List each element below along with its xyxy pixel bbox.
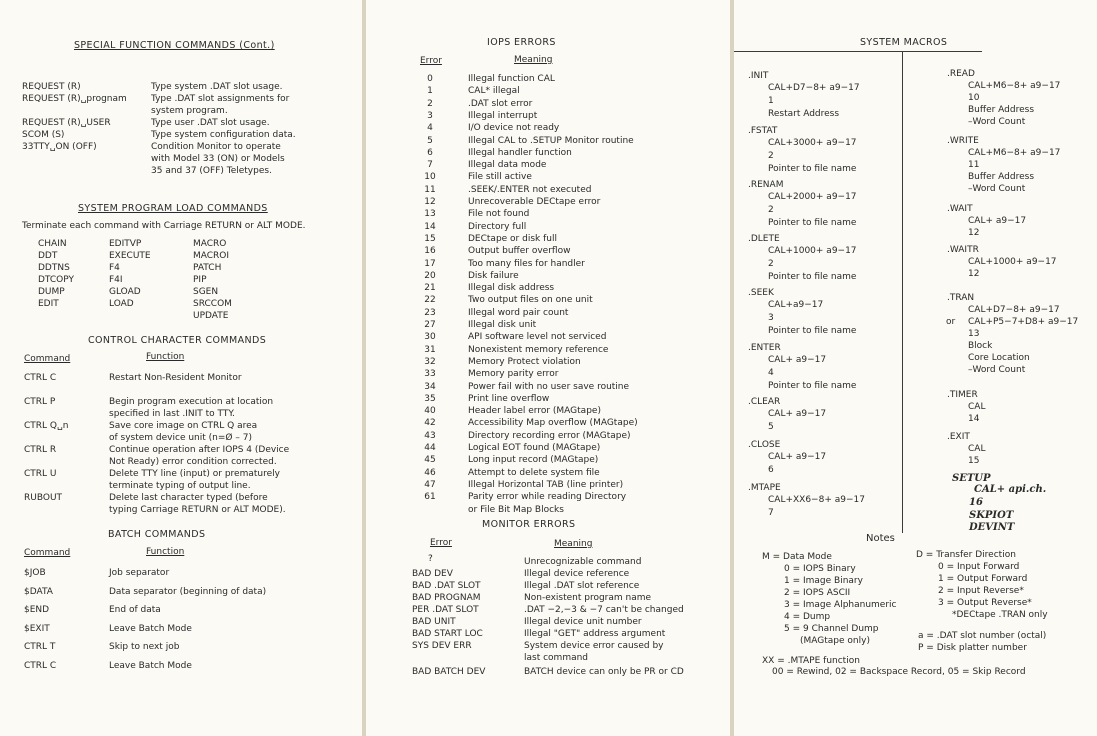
macro-line: Pointer to file name <box>768 164 857 174</box>
cc-function: terminate typing of output line. <box>109 481 251 491</box>
iops-error-meaning: Memory parity error <box>468 369 559 380</box>
special-function-title: SPECIAL FUNCTION COMMANDS (Cont.) <box>74 40 275 51</box>
macros-top-rule <box>734 51 982 52</box>
system-program-load-title: SYSTEM PROGRAM LOAD COMMANDS <box>78 203 268 214</box>
program-name: EDIT <box>38 299 59 309</box>
macro-line: CAL <box>968 444 986 454</box>
macro-line: 4 <box>768 368 774 378</box>
iops-error-code: 33 <box>424 369 436 380</box>
iops-error-code: 35 <box>424 393 436 404</box>
cc-command: CTRL U <box>24 469 57 479</box>
cc-function: Save core image on CTRL Q area <box>109 421 258 431</box>
macro-name: .ENTER <box>748 343 781 353</box>
macro-line: CAL+ a9−17 <box>768 355 827 365</box>
macro-line: Pointer to file name <box>768 272 857 282</box>
sf-description: with Model 33 (ON) or Models <box>151 154 285 164</box>
note-transfer-direction: 0 = Input Forward <box>938 562 1020 572</box>
macro-line: 12 <box>968 228 980 238</box>
macro-line: Core Location <box>968 353 1030 363</box>
monitor-error-meaning: .DAT −2,−3 & −7 can't be changed <box>524 605 684 615</box>
iops-error-meaning: I/O device not ready <box>468 123 560 134</box>
iops-error-meaning: Illegal Horizontal TAB (line printer) <box>468 479 624 490</box>
iops-error-meaning: Logical EOT found (MAGtape) <box>468 443 601 453</box>
macro-name: .INIT <box>748 71 769 81</box>
iops-error-meaning: Disk failure <box>468 270 519 281</box>
program-name: PIP <box>193 275 207 285</box>
system-program-load-intro: Terminate each command with Carriage RETURN or ALT MODE. <box>22 221 306 231</box>
iops-error-code: 11 <box>424 184 436 195</box>
batch-command: $DATA <box>24 586 53 597</box>
batch-function: End of data <box>109 605 161 616</box>
macro-line: CAL+P5−7+D8+ a9−17 <box>968 317 1079 327</box>
macro-line: 2 <box>768 259 774 269</box>
macro-line: 3 <box>768 313 774 323</box>
note-transfer-direction: 2 = Input Reverse* <box>938 586 1024 596</box>
macro-line: Buffer Address <box>968 172 1035 182</box>
iops-error-code: 47 <box>424 479 436 490</box>
iops-error-code: 5 <box>427 135 433 146</box>
iops-error-code: 14 <box>424 221 436 232</box>
iops-error-meaning: Illegal function CAL <box>468 74 555 84</box>
macro-line: CAL+ a9−17 <box>768 452 827 462</box>
monitor-error-code: BAD UNIT <box>412 617 456 627</box>
note-data-mode: 2 = IOPS ASCII <box>784 588 851 598</box>
iops-error-meaning: Output buffer overflow <box>468 246 571 257</box>
sf-command: REQUEST (R) <box>22 82 81 92</box>
macro-name: .DLETE <box>748 234 780 244</box>
batch-command: CTRL T <box>24 642 56 653</box>
cc-header-function: Function <box>146 352 185 362</box>
handwritten-line: 16 <box>969 497 983 508</box>
iops-error-code: 40 <box>424 406 436 417</box>
macro-name: .READ <box>947 69 975 79</box>
left-panel <box>0 0 362 736</box>
program-name: UPDATE <box>193 311 229 321</box>
iops-error-meaning: .SEEK/.ENTER not executed <box>468 184 592 195</box>
program-name: MACRO <box>193 239 227 249</box>
note-data-mode: 3 = Image Alphanumeric <box>784 600 897 610</box>
iops-error-meaning: Illegal disk address <box>468 283 555 294</box>
notes-mtape-function: XX = .MTAPE function <box>762 656 860 666</box>
iops-error-meaning: DECtape or disk full <box>468 233 557 244</box>
system-macros-title: SYSTEM MACROS <box>860 37 948 48</box>
batch-command: $EXIT <box>24 623 50 634</box>
macro-line: CAL+ a9−17 <box>768 409 827 419</box>
monitor-error-code: SYS DEV ERR <box>412 641 472 651</box>
notes-mtape-values: 00 = Rewind, 02 = Backspace Record, 05 = Skip Record <box>772 667 1026 677</box>
monitor-error-meaning: Non-existent program name <box>524 593 652 603</box>
iops-error-meaning: Illegal handler function <box>468 147 572 158</box>
iops-error-code: 4 <box>427 123 433 134</box>
notes-disk-platter: P = Disk platter number <box>918 643 1027 653</box>
macro-name: .FSTAT <box>748 126 778 136</box>
iops-error-code: 42 <box>424 418 436 429</box>
iops-error-meaning: Print line overflow <box>468 393 550 404</box>
macro-line: Pointer to file name <box>768 326 857 336</box>
iops-error-meaning: Illegal CAL to .SETUP Monitor routine <box>468 135 634 146</box>
program-name: GLOAD <box>109 287 141 297</box>
monitor-error-meaning: Unrecognizable command <box>524 557 642 567</box>
program-name: SRCCOM <box>193 299 232 309</box>
cc-command: CTRL C <box>24 373 57 383</box>
program-name: SGEN <box>193 287 219 297</box>
macro-line: 12 <box>968 269 980 279</box>
monitor-error-meaning: System device error caused by <box>524 641 664 651</box>
macro-line: CAL+D7−8+ a9−17 <box>768 83 860 93</box>
iops-error-meaning: Long input record (MAGtape) <box>468 455 599 466</box>
monitor-error-code: BAD PROGNAM <box>412 593 481 603</box>
batch-command: $END <box>24 605 50 616</box>
monitor-error-code: BAD BATCH DEV <box>412 667 486 677</box>
iops-error-meaning: Header label error (MAGtape) <box>468 406 601 417</box>
iops-error-meaning: Two output files on one unit <box>468 295 593 306</box>
macro-line: CAL+XX6−8+ a9−17 <box>768 495 865 505</box>
cc-function: Delete last character typed (before <box>109 493 268 503</box>
iops-error-code: 13 <box>424 209 436 220</box>
note-data-mode: 1 = Image Binary <box>784 576 863 586</box>
program-name: F4 <box>109 263 120 273</box>
monitor-error-code: PER .DAT SLOT <box>412 605 479 615</box>
macro-line: 14 <box>968 414 980 424</box>
iops-error-meaning: CAL* illegal <box>468 86 520 97</box>
macro-name: .TRAN <box>947 293 975 303</box>
monitor-header-error: Error <box>430 538 452 548</box>
macro-line: 13 <box>968 329 980 339</box>
macro-line: Pointer to file name <box>768 381 857 391</box>
iops-error-code: 6 <box>427 147 433 158</box>
macro-line: 7 <box>768 508 774 518</box>
iops-error-meaning: File still active <box>468 172 532 183</box>
iops-error-meaning: Illegal interrupt <box>468 110 538 121</box>
cc-function: Begin program execution at location <box>109 397 274 407</box>
handwritten-line: SKPIOT <box>969 510 1014 521</box>
monitor-error-code: BAD .DAT SLOT <box>412 581 481 591</box>
macro-line: CAL+M6−8+ a9−17 <box>968 148 1061 158</box>
iops-error-code: 61 <box>424 492 436 503</box>
iops-error-code: 34 <box>424 381 436 392</box>
macro-line: –Word Count <box>968 184 1026 194</box>
monitor-error-code: ? <box>428 554 433 564</box>
iops-error-code: 27 <box>424 320 436 330</box>
iops-error-meaning: Too many files for handler <box>468 258 585 269</box>
macro-line: CAL+ a9−17 <box>968 216 1027 226</box>
cc-header-command: Command <box>24 354 71 364</box>
iops-error-meaning: Attempt to delete system file <box>468 467 600 478</box>
notes-dat-slot: a = .DAT slot number (octal) <box>918 631 1047 641</box>
monitor-error-meaning: last command <box>524 653 589 663</box>
batch-function: Skip to next job <box>109 642 180 653</box>
cc-command: CTRL Q␣n <box>24 421 69 431</box>
program-name: DUMP <box>38 287 65 297</box>
iops-error-code: 45 <box>424 455 436 466</box>
macro-line: 5 <box>768 422 774 432</box>
note-transfer-direction: D = Transfer Direction <box>916 550 1016 560</box>
middle-panel <box>366 0 730 736</box>
iops-error-meaning: or File Bit Map Blocks <box>468 504 564 515</box>
macro-line: CAL+3000+ a9−17 <box>768 138 857 148</box>
iops-error-meaning: Illegal data mode <box>468 160 547 171</box>
sf-description: Condition Monitor to operate <box>151 142 281 152</box>
program-name: CHAIN <box>38 239 67 249</box>
sf-description: Type system configuration data. <box>151 130 296 140</box>
cc-function: Not Ready) error condition corrected. <box>109 457 277 467</box>
batch-function: Data separator (beginning of data) <box>109 586 267 597</box>
iops-error-meaning: API software level not serviced <box>468 332 607 343</box>
batch-header-command: Command <box>24 548 71 558</box>
program-name: LOAD <box>109 299 134 309</box>
macro-line: CAL+1000+ a9−17 <box>968 257 1057 267</box>
handwritten-line: DEVINT <box>969 522 1015 533</box>
sf-description: Type user .DAT slot usage. <box>151 118 270 128</box>
monitor-errors-title: MONITOR ERRORS <box>482 519 576 530</box>
cc-function: Restart Non-Resident Monitor <box>109 373 242 383</box>
iops-error-meaning: File not found <box>468 209 530 220</box>
iops-error-code: 20 <box>424 270 436 281</box>
iops-error-code: 30 <box>424 332 436 343</box>
macro-line: Restart Address <box>768 109 840 119</box>
sf-command: 33TTY␣ON (OFF) <box>22 142 97 152</box>
macro-line: CAL+M6−8+ a9−17 <box>968 81 1061 91</box>
program-name: EDITVP <box>109 239 142 249</box>
iops-error-code: 3 <box>427 110 433 121</box>
batch-function: Job separator <box>109 568 170 578</box>
macro-name: .EXIT <box>947 432 970 442</box>
macro-line: –Word Count <box>968 117 1026 127</box>
cc-function: specified in last .INIT to TTY. <box>109 409 235 419</box>
note-transfer-direction: *DECtape .TRAN only <box>952 610 1048 620</box>
macro-name: .WRITE <box>947 136 979 146</box>
iops-error-meaning: .DAT slot error <box>468 98 533 109</box>
cc-function: typing Carriage RETURN or ALT MODE). <box>109 505 286 515</box>
iops-error-code: 15 <box>424 233 436 244</box>
monitor-error-code: BAD START LOC <box>412 629 483 639</box>
macro-line: 10 <box>968 93 980 103</box>
sf-command: SCOM (S) <box>22 130 65 140</box>
sf-description: system program. <box>151 106 228 116</box>
sf-description: Type .DAT slot assignments for <box>151 94 290 104</box>
batch-function: Leave Batch Mode <box>109 623 192 634</box>
program-name: MACROI <box>193 251 230 261</box>
sf-command: REQUEST (R)␣USER <box>22 118 111 128</box>
note-data-mode: (MAGtape only) <box>800 636 870 646</box>
iops-error-meaning: Parity error while reading Directory <box>468 492 627 503</box>
iops-error-code: 44 <box>424 443 436 453</box>
program-name: DDTNS <box>38 263 70 273</box>
batch-function: Leave Batch Mode <box>109 661 192 671</box>
batch-commands-title: BATCH COMMANDS <box>108 529 206 540</box>
iops-error-meaning: Illegal disk unit <box>468 320 537 330</box>
iops-error-meaning: Illegal word pair count <box>468 307 569 318</box>
iops-error-meaning: Nonexistent memory reference <box>468 344 609 355</box>
macro-name: .MTAPE <box>748 483 781 493</box>
iops-error-code: 21 <box>424 283 436 294</box>
iops-errors-title: IOPS ERRORS <box>487 37 556 48</box>
macro-line: CAL+a9−17 <box>768 300 824 310</box>
note-transfer-direction: 1 = Output Forward <box>938 574 1028 584</box>
monitor-error-meaning: BATCH device can only be PR or CD <box>524 667 684 677</box>
iops-error-code: 12 <box>424 197 436 207</box>
iops-error-code: 23 <box>424 307 436 318</box>
monitor-error-meaning: Illegal device unit number <box>524 617 642 627</box>
iops-error-code: 1 <box>427 86 433 97</box>
cc-function: Continue operation after IOPS 4 (Device <box>109 445 290 455</box>
iops-error-meaning: Directory recording error (MAGtape) <box>468 430 631 441</box>
macros-column-rule <box>902 51 903 533</box>
iops-error-code: 7 <box>427 160 433 171</box>
sf-description: Type system .DAT slot usage. <box>151 82 283 92</box>
macro-line: Pointer to file name <box>768 218 857 228</box>
batch-command: $JOB <box>24 568 46 578</box>
iops-error-code: 31 <box>424 344 436 355</box>
cc-function: Delete TTY line (input) or prematurely <box>109 469 280 479</box>
macro-name: .WAIT <box>947 204 973 214</box>
cc-command: RUBOUT <box>24 493 63 503</box>
note-transfer-direction: 3 = Output Reverse* <box>938 598 1032 608</box>
right-panel <box>734 0 1097 736</box>
program-name: PATCH <box>193 263 222 273</box>
macro-name: .WAITR <box>947 245 979 255</box>
macro-line: 2 <box>768 205 774 215</box>
monitor-error-code: BAD DEV <box>412 569 453 579</box>
monitor-error-meaning: Illegal "GET" address argument <box>524 629 666 639</box>
notes-title: Notes <box>866 533 895 544</box>
iops-error-code: 2 <box>427 98 433 109</box>
handwritten-line: CAL+ api.ch. <box>974 484 1047 495</box>
macro-name: .RENAM <box>748 180 784 190</box>
cc-command: CTRL P <box>24 397 56 407</box>
macro-line: Buffer Address <box>968 105 1035 115</box>
macro-line: –Word Count <box>968 365 1026 375</box>
iops-error-code: 22 <box>424 295 436 306</box>
note-data-mode: 4 = Dump <box>784 612 831 622</box>
iops-error-code: 43 <box>424 430 436 441</box>
program-name: DTCOPY <box>38 275 74 285</box>
cc-command: CTRL R <box>24 445 57 455</box>
iops-error-meaning: Memory Protect violation <box>468 356 581 367</box>
cc-function: of system device unit (n=Ø – 7) <box>109 433 252 443</box>
iops-error-code: 16 <box>424 246 436 257</box>
iops-header-error: Error <box>420 56 442 66</box>
note-data-mode: 5 = 9 Channel Dump <box>784 624 879 634</box>
macro-name: .TIMER <box>947 390 978 400</box>
note-data-mode: M = Data Mode <box>762 552 832 562</box>
iops-error-code: 46 <box>424 467 436 478</box>
iops-header-meaning: Meaning <box>514 55 553 65</box>
iops-error-meaning: Accessibility Map overflow (MAGtape) <box>468 418 638 429</box>
macro-line: 15 <box>968 456 980 466</box>
iops-error-code: 32 <box>424 356 436 367</box>
macro-line: 6 <box>768 465 774 475</box>
macro-or: or <box>946 317 956 327</box>
program-name: DDT <box>38 251 58 261</box>
batch-header-function: Function <box>146 547 185 557</box>
macro-line: CAL+D7−8+ a9−17 <box>968 305 1060 315</box>
monitor-error-meaning: Illegal device reference <box>524 569 630 579</box>
macro-line: 1 <box>768 96 774 106</box>
macro-line: CAL+2000+ a9−17 <box>768 192 857 202</box>
macro-line: Block <box>968 341 993 351</box>
macro-line: 2 <box>768 151 774 161</box>
iops-error-meaning: Unrecoverable DECtape error <box>468 197 601 207</box>
handwritten-line: SETUP <box>952 473 991 484</box>
program-name: EXECUTE <box>109 251 151 261</box>
iops-error-meaning: Power fail with no user save routine <box>468 381 630 392</box>
macro-line: CAL <box>968 402 986 412</box>
control-character-title: CONTROL CHARACTER COMMANDS <box>88 335 267 346</box>
program-name: F4I <box>109 275 123 285</box>
iops-error-code: 0 <box>427 74 433 84</box>
monitor-header-meaning: Meaning <box>554 539 593 549</box>
macro-name: .SEEK <box>748 288 774 298</box>
iops-error-meaning: Directory full <box>468 221 527 232</box>
monitor-error-meaning: Illegal .DAT slot reference <box>524 581 640 591</box>
macro-name: .CLOSE <box>748 440 781 450</box>
sf-description: 35 and 37 (OFF) Teletypes. <box>151 166 272 176</box>
sf-command: REQUEST (R)␣prognam <box>22 94 127 104</box>
macro-line: 11 <box>968 160 980 170</box>
batch-command: CTRL C <box>24 661 57 671</box>
macro-line: CAL+1000+ a9−17 <box>768 246 857 256</box>
macro-name: .CLEAR <box>748 397 781 407</box>
iops-error-code: 10 <box>424 172 436 183</box>
note-data-mode: 0 = IOPS Binary <box>784 564 856 574</box>
iops-error-code: 17 <box>424 258 436 269</box>
